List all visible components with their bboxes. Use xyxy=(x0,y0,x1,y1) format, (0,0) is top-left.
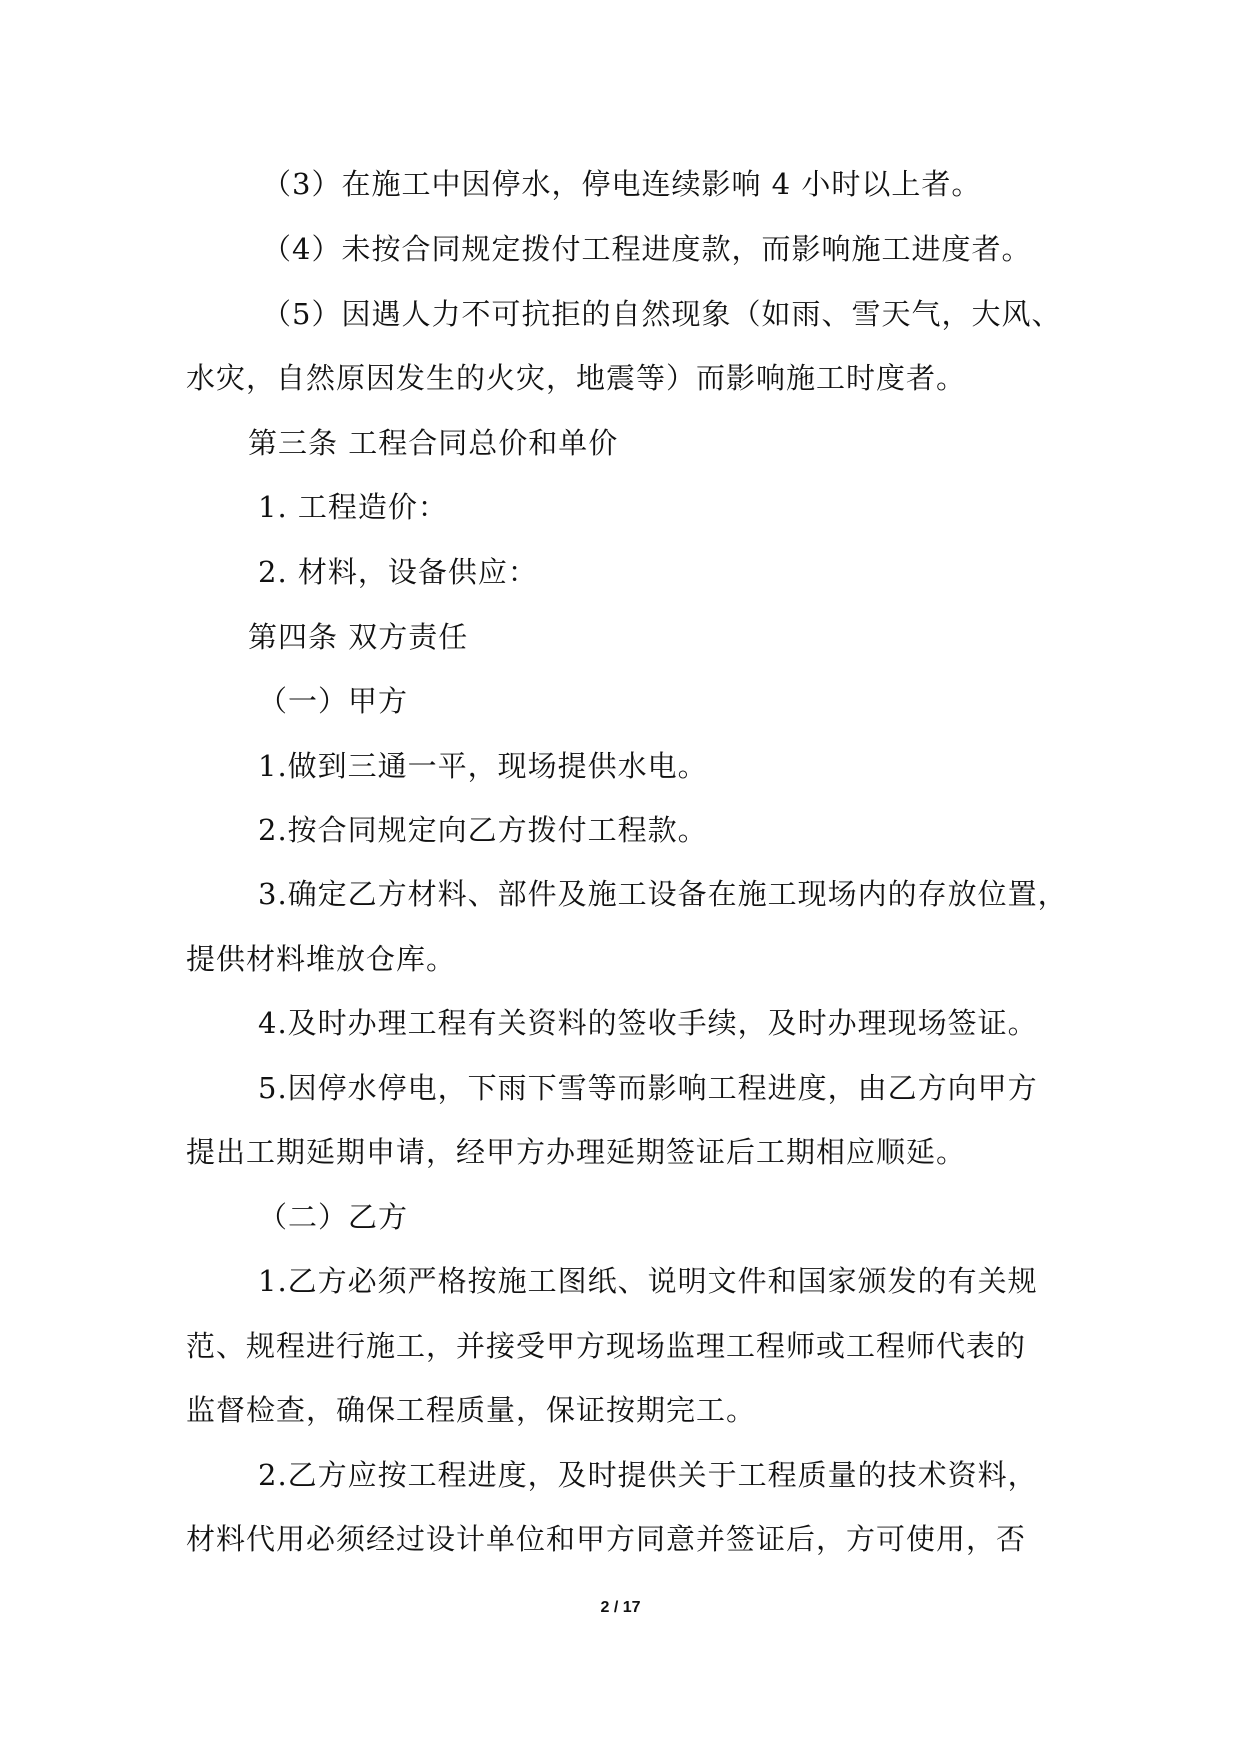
text-line: 1. 工程造价： xyxy=(258,490,448,524)
text-line: 范、规程进行施工，并接受甲方现场监理工程师或工程师代表的 xyxy=(186,1329,1027,1363)
text-line: 2.按合同规定向乙方拨付工程款。 xyxy=(258,813,708,847)
text-line: （4）未按合同规定拨付工程进度款，而影响施工进度者。 xyxy=(262,232,1032,266)
subsection-heading: （一）甲方 xyxy=(258,684,409,718)
text-line: 1.乙方必须严格按施工图纸、说明文件和国家颁发的有关规 xyxy=(258,1264,1038,1298)
text-line: （5）因遇人力不可抗拒的自然现象（如雨、雪天气，大风、 xyxy=(262,297,1062,331)
text-line: 材料代用必须经过设计单位和甲方同意并签证后，方可使用，否 xyxy=(186,1522,1027,1556)
text-line: 4.及时办理工程有关资料的签收手续，及时办理现场签证。 xyxy=(258,1006,1038,1040)
text-line: 监督检查，确保工程质量，保证按期完工。 xyxy=(186,1393,757,1427)
text-line: 5.因停水停电，下雨下雪等而影响工程进度，由乙方向甲方 xyxy=(258,1071,1038,1105)
text-line: 水灾，自然原因发生的火灾，地震等）而影响施工时度者。 xyxy=(186,361,967,395)
section-heading: 第四条 双方责任 xyxy=(248,620,469,654)
text-line: 1.做到三通一平，现场提供水电。 xyxy=(258,749,708,783)
text-line: 2.乙方应按工程进度，及时提供关于工程质量的技术资料， xyxy=(258,1458,1038,1492)
section-heading: 第三条 工程合同总价和单价 xyxy=(248,426,619,460)
text-line: （3）在施工中因停水，停电连续影响 4 小时以上者。 xyxy=(262,167,982,201)
text-line: 提出工期延期申请，经甲方办理延期签证后工期相应顺延。 xyxy=(186,1135,967,1169)
text-line: 3.确定乙方材料、部件及施工设备在施工现场内的存放位置， xyxy=(258,877,1068,911)
page-number: 2 / 17 xyxy=(600,1599,641,1616)
text-line: 提供材料堆放仓库。 xyxy=(186,942,457,976)
subsection-heading: （二）乙方 xyxy=(258,1200,409,1234)
text-line: 2. 材料，设备供应： xyxy=(258,555,538,589)
